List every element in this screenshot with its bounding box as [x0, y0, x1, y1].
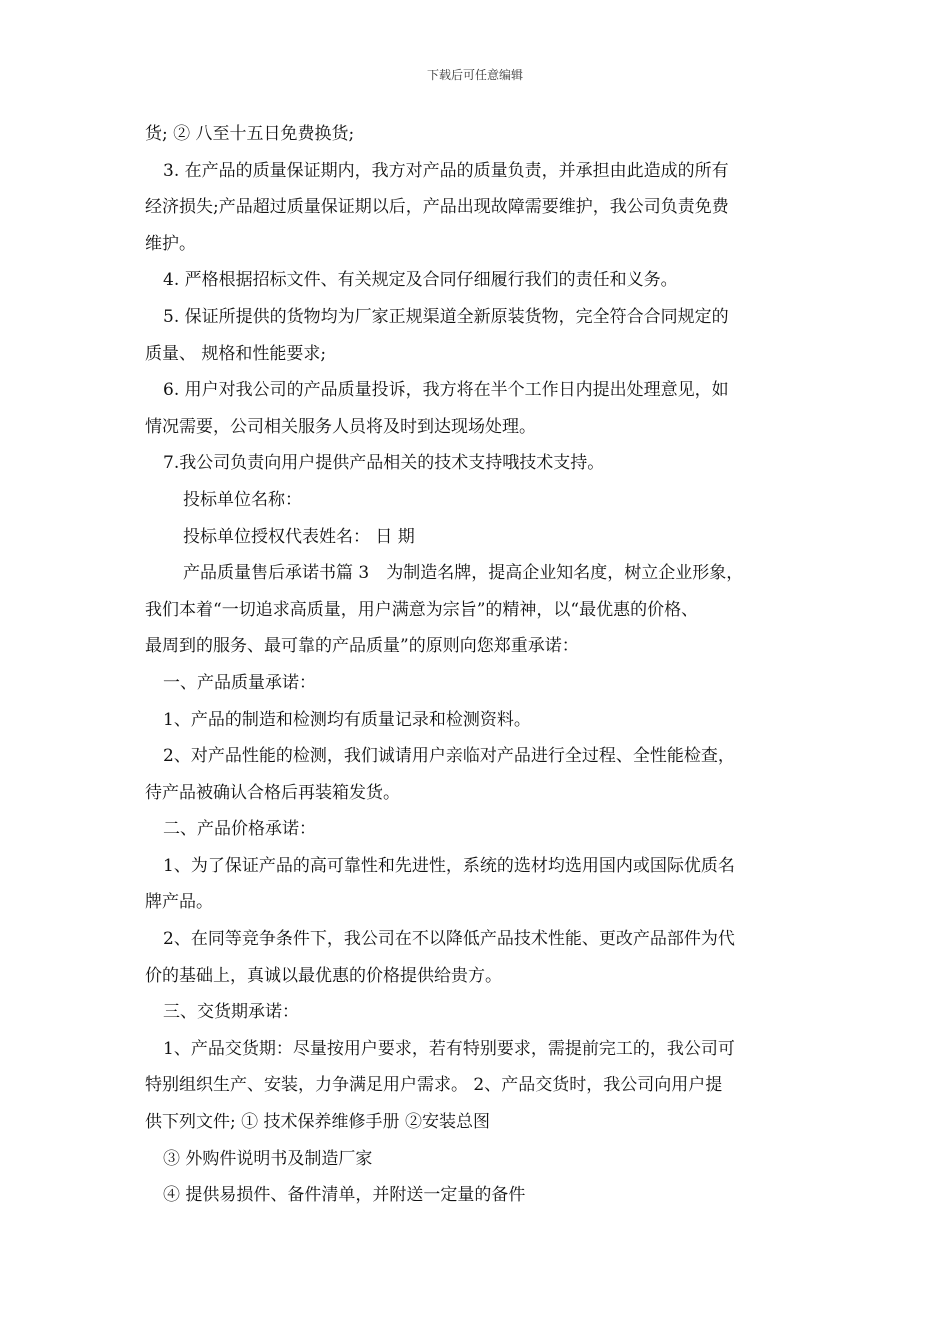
text-line: 经济损失;产品超过质量保证期以后，产品出现故障需要维护，我公司负责免费 [145, 197, 729, 218]
text-line: 2、对产品性能的检测，我们诚请用户亲临对产品进行全过程、全性能检查， [163, 746, 735, 767]
document-body [145, 116, 810, 1214]
text-line: 货; ② 八至十五日免费换货; [145, 124, 355, 144]
text-line: 1、产品交货期：尽量按用户要求，若有特别要求，需提前完工的，我公司可 [163, 1038, 735, 1059]
text-line: ④ 提供易损件、备件清单，并附送一定量的备件 [163, 1185, 526, 1206]
text-line: 价的基础上，真诚以最优惠的价格提供给贵方。 [145, 965, 502, 986]
text-line: 1、为了保证产品的高可靠性和先进性，系统的选材均选用国内或国际优质名 [163, 855, 735, 876]
text-line: 投标单位名称： [183, 489, 302, 510]
text-line: 供下列文件; ① 技术保养维修手册 ②安装总图 [145, 1112, 490, 1133]
text-line: 产品质量售后承诺书篇 3 为制造名牌，提高企业知名度，树立企业形象， [183, 563, 744, 584]
text-line: 待产品被确认合格后再装箱发货。 [145, 782, 400, 803]
text-line: 5. 保证所提供的货物均为厂家正规渠道全新原装货物，完全符合合同规定的 [163, 306, 729, 327]
text-line: 牌产品。 [145, 892, 213, 913]
section-heading: 二、产品价格承诺： [163, 819, 316, 840]
section-heading: 三、交货期承诺： [163, 1002, 299, 1023]
text-line: ③ 外购件说明书及制造厂家 [163, 1148, 373, 1169]
text-line: 3. 在产品的质量保证期内，我方对产品的质量负责，并承担由此造成的所有 [163, 160, 729, 181]
text-line: 投标单位授权代表姓名： 日 期 [183, 526, 415, 547]
text-line: 最周到的服务、最可靠的产品质量”的原则向您郑重承诺： [145, 636, 579, 657]
text-line: 我们本着“一切追求高质量，用户满意为宗旨”的精神，以“最优惠的价格、 [145, 599, 699, 620]
text-line: 1、产品的制造和检测均有质量记录和检测资料。 [163, 709, 531, 730]
text-line: 特别组织生产、安装，力争满足用户需求。 2、产品交货时，我公司向用户提 [145, 1075, 723, 1096]
text-line: 2、在同等竞争条件下，我公司在不以降低产品技术性能、更改产品部件为代 [163, 929, 735, 950]
text-line: 4. 严格根据招标文件、有关规定及合同仔细履行我们的责任和义务。 [163, 270, 678, 291]
text-line: 维护。 [145, 233, 196, 254]
text-line: 情况需要，公司相关服务人员将及时到达现场处理。 [145, 416, 536, 437]
text-line: 6. 用户对我公司的产品质量投诉，我方将在半个工作日内提出处理意见，如 [163, 380, 729, 401]
section-heading: 一、产品质量承诺： [163, 672, 316, 693]
text-line: 7.我公司负责向用户提供产品相关的技术支持哦技术支持。 [163, 453, 605, 474]
text-line: 质量、 规格和性能要求; [145, 343, 327, 364]
page-header: 下载后可任意编辑 [426, 68, 523, 82]
